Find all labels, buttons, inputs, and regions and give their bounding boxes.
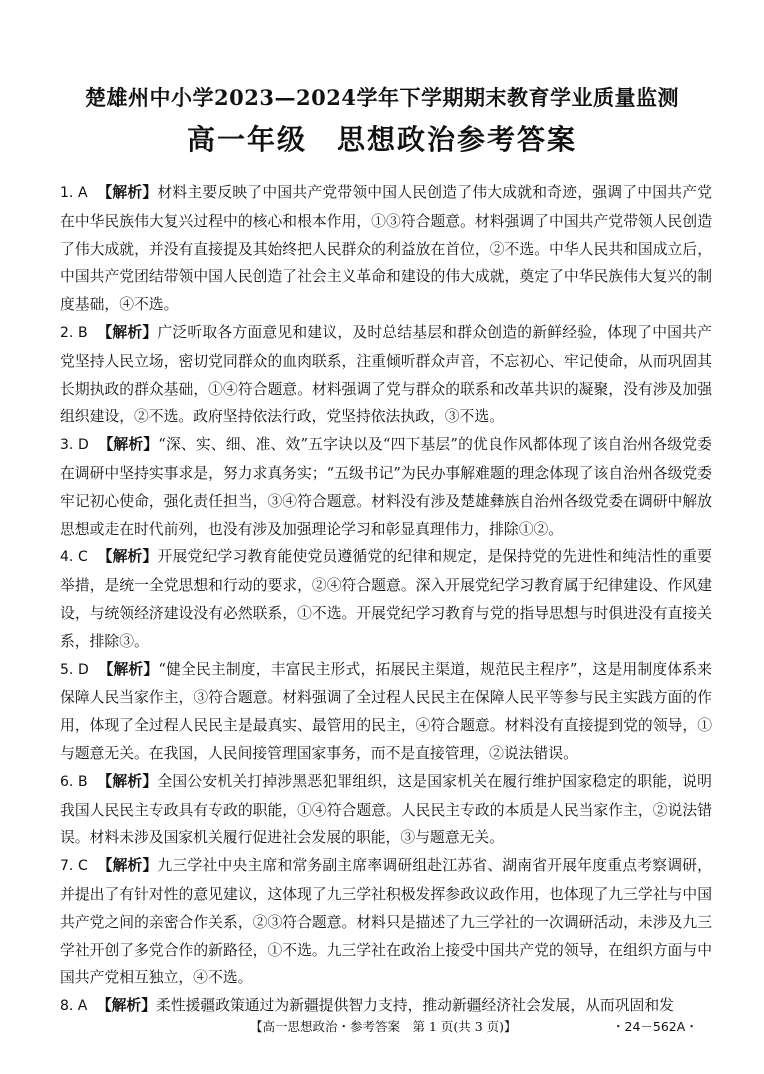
analysis-tag: 【解析】: [97, 184, 158, 201]
answer-text: “深、实、细、准、效”五字诀以及“四下基层”的优良作风都体现了该自治州各级党委在调研中坚持实事求是，努力求真务实；“五级书记”为民办事解难题的理念体现了该自治州各级党委牢记初心使命，强化责任担当，③④符合题意。材料没有涉及楚雄彝族自治州各级党委在调研中解放思想或走在时代前列，也没有涉及加强理论学习和彰显真理伟力，排除①②。: [60, 436, 712, 538]
answer-number: 4. C: [60, 549, 88, 566]
footer-page-info: 【高一思想政治・参考答案 第 1 页(共 3 页)】: [250, 1019, 517, 1034]
answer-text: 材料主要反映了中国共产党带领中国人民创造了伟大成就和奇迹，强调了中国共产党在中华民族伟大复兴过程中的核心和根本作用，①③符合题意。材料强调了中国共产党带领人民创造了伟大成就，并没有直接提及其始终把人民群众的利益放在首位，②不选。中华人民共和国成立后，中国共产党团结带领中国人民创造了社会主义革命和建设的伟大成就，奠定了中华民族伟大复兴的制度基础，④不选。: [60, 184, 712, 314]
answer-list: [60, 179, 712, 1021]
answer-item-2: [60, 319, 712, 431]
answer-text: 柔性援疆政策通过为新疆提供智力支持，推动新疆经济社会发展，从而巩固和发: [156, 997, 674, 1015]
analysis-tag: 【解析】: [97, 772, 158, 790]
analysis-tag: 【解析】: [96, 997, 157, 1015]
answer-text: 全国公安机关打掉涉黑恶犯罪组织，这是国家机关在履行维护国家稳定的职能，说明我国人民民主专政具有专政的职能，①④符合题意。人民民主专政的本质是人民当家作主，②说法错误。材料未涉及国家机关履行促进社会发展的职能，③与题意无关。: [60, 772, 712, 847]
answer-item-5: [60, 656, 712, 768]
answer-text: “健全民主制度，丰富民主形式，拓展民主渠道，规范民主程序”，这是用制度体系来保障人民当家作主，③符合题意。材料强调了全过程人民民主在保障人民平等参与民主实践方面的作用，体现了全过程人民民主是最真实、最管用的民主，④符合题意。材料没有直接提到党的领导，①与题意无关。在我国，人民间接管理国家事务，而不是直接管理，②说法错误。: [60, 660, 712, 762]
answer-item-4: [60, 543, 712, 655]
answer-number: 3. D: [60, 437, 89, 454]
analysis-tag: 【解析】: [97, 323, 158, 341]
answer-number: 1. A: [60, 185, 88, 201]
answer-item-6: [60, 768, 712, 852]
document-subtitle: 高一年级 思想政治参考答案: [186, 123, 577, 156]
analysis-tag: 【解析】: [97, 857, 158, 875]
footer-code: ・24－562A・: [612, 1019, 698, 1034]
answer-number: 2. B: [60, 324, 88, 341]
analysis-tag: 【解析】: [97, 548, 158, 566]
answer-number: 7. C: [60, 858, 88, 875]
analysis-tag: 【解析】: [98, 660, 159, 678]
answer-item-1: [60, 179, 712, 319]
answer-text: 开展党纪学习教育能使党员遵循党的纪律和规定，是保持党的先进性和纯洁性的重要举措，是统一全党思想和行动的要求，②④符合题意。深入开展党纪学习教育属于纪律建设、作风建设，与统领经济建设没有必然联系，①不选。开展党纪学习教育与党的指导思想与时俱进没有直接关系，排除③。: [60, 548, 712, 650]
answer-number: 6. B: [60, 773, 88, 790]
answer-text: 九三学社中央主席和常务副主席率调研组赴江苏省、湖南省开展年度重点考察调研，并提出了有针对性的意见建议，这体现了九三学社积极发挥参政议政作用，也体现了九三学社与中国共产党之间的亲密合作关系，②③符合题意。材料只是描述了九三学社的一次调研活动，未涉及九三学社开创了多党合作的新路径，①不选。九三学社在政治上接受中国共产党的领导，在组织方面与中国共产党相互独立，④不选。: [60, 857, 712, 987]
answer-item-3: [60, 431, 712, 543]
answer-number: 8. A: [60, 998, 88, 1015]
exam-title: 楚雄州中小学2023—2024学年下学期期末教育学业质量监测: [85, 85, 679, 110]
answer-item-7: [60, 852, 712, 992]
answer-number: 5. D: [60, 661, 89, 678]
answer-text: 广泛听取各方面意见和建议，及时总结基层和群众创造的新鲜经验，体现了中国共产党坚持人民立场，密切党同群众的血肉联系，注重倾听群众声音，不忘初心、牢记使命，从而巩固其长期执政的群众基础，①④符合题意。材料强调了党与群众的联系和改革共识的凝聚，没有涉及加强组织建设，②不选。政府坚持依法行政，党坚持依法执政，③不选。: [60, 323, 712, 426]
analysis-tag: 【解析】: [98, 436, 159, 454]
